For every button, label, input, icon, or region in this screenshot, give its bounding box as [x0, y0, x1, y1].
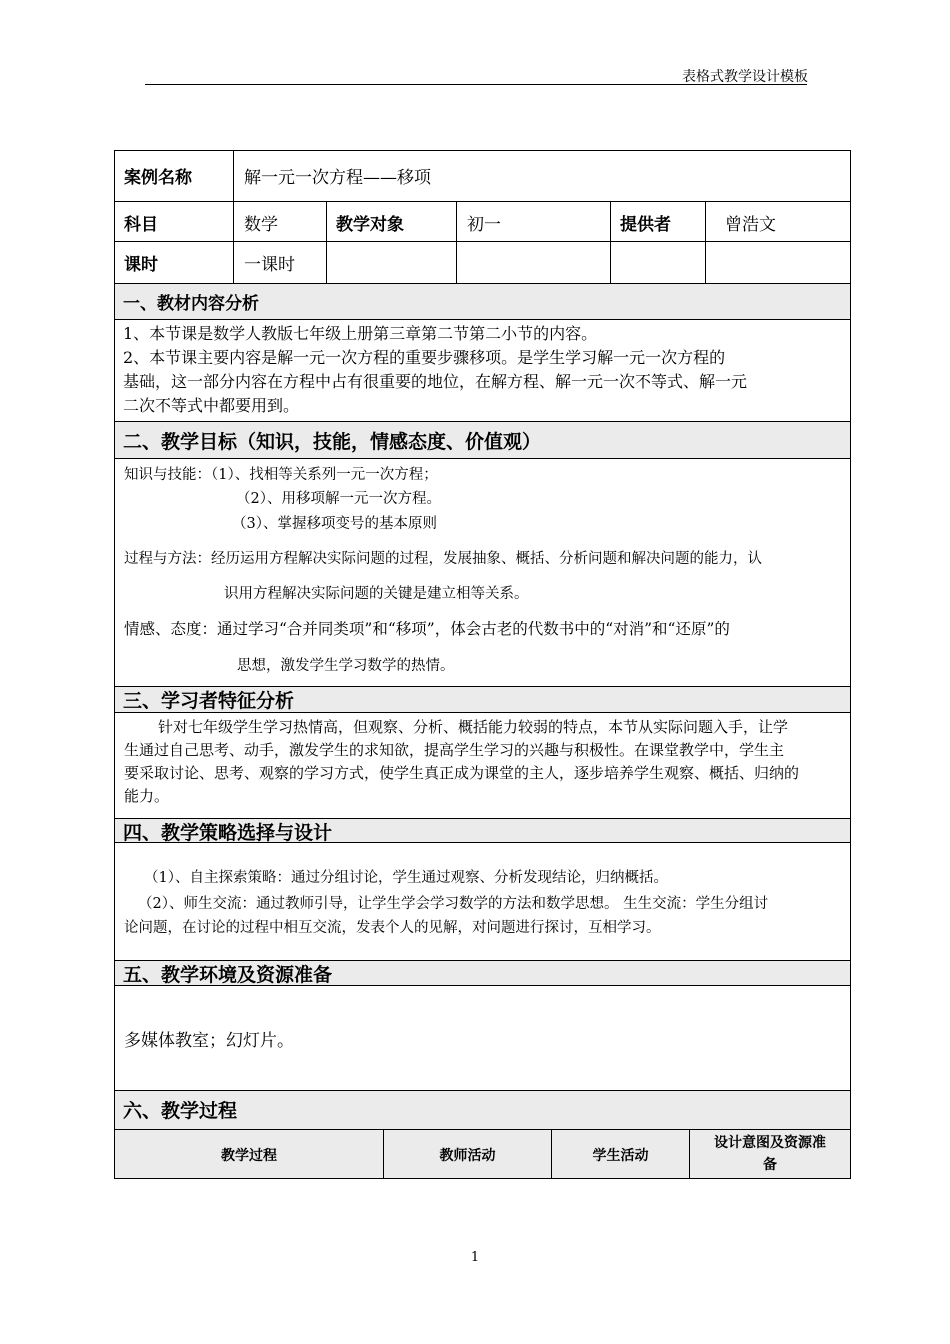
column-header-design-line: 备	[763, 1157, 777, 1173]
column-header-design-line: 设计意图及资源准	[714, 1135, 826, 1151]
section-1-line: 1、本节课是数学人教版七年级上册第三章第二节第二小节的内容。	[123, 324, 598, 343]
header-rule	[145, 84, 807, 85]
row-rule	[115, 241, 850, 242]
column-header-teacher: 教师活动	[439, 1148, 496, 1164]
row-rule	[115, 319, 850, 320]
objective-knowledge-3: （3）、掌握移项变号的基本原则	[232, 516, 437, 532]
section-1-line: 2、本节课主要内容是解一元一次方程的重要步骤移项。是学生学习解一元一次方程的	[123, 348, 726, 367]
objective-emotion-1: 情感、态度：通过学习“合并同类项”和“移项”，体会古老的代数书中的“对消”和“还原”的	[124, 620, 730, 638]
row-rule	[115, 1090, 850, 1091]
case-name-value: 解一元一次方程——移项	[244, 168, 431, 188]
section-1-body	[123, 322, 848, 418]
row-rule	[115, 201, 850, 202]
column-header-process: 教学过程	[221, 1148, 277, 1164]
row-rule	[115, 421, 850, 422]
subject-label: 科目	[124, 215, 158, 235]
period-label: 课时	[124, 255, 158, 275]
section-3-line: 要采取讨论、思考、观察的学习方式，使学生真正成为课堂的主人，逐步培养学生观察、概括、归纳的	[124, 764, 800, 782]
resources-text: 多媒体教室；幻灯片。	[124, 1031, 294, 1051]
col-rule	[610, 201, 611, 283]
objective-emotion-2: 思想，激发学生学习数学的热情。	[237, 658, 455, 674]
column-header-design	[690, 1132, 850, 1176]
column-header-student: 学生活动	[592, 1148, 649, 1164]
section-1-line: 二次不等式中都要用到。	[123, 396, 300, 415]
col-rule	[233, 150, 234, 283]
provider-label: 提供者	[620, 215, 671, 235]
strategy-line-3: 论问题，在讨论的过程中相互交流，发表个人的见解，对问题进行探讨，互相学习。	[124, 920, 661, 936]
section-2-title: 二、教学目标（知识，技能，情感态度、价值观）	[123, 431, 542, 453]
strategy-line-2: （2）、师生交流：通过教师引导，让学生学会学习数学的方法和数学思想。 生生交流：学生分组讨	[138, 896, 769, 912]
subject-value: 数学	[244, 215, 278, 235]
objective-process-1: 过程与方法：经历运用方程解决实际问题的过程，发展抽象、概括、分析问题和解决问题的能力，认	[124, 551, 762, 567]
audience-value: 初一	[467, 215, 501, 235]
section-3-line: 能力。	[124, 787, 170, 805]
section-4-title: 四、教学策略选择与设计	[123, 822, 333, 844]
page-number: 1	[470, 1250, 480, 1265]
period-value: 一课时	[244, 255, 295, 275]
col-rule	[456, 201, 457, 283]
audience-label: 教学对象	[336, 215, 404, 235]
strategy-line-1: （1）、自主探索策略：通过分组讨论，学生通过观察、分析发现结论，归纳概括。	[144, 870, 668, 886]
objective-knowledge-1: 知识与技能：（1）、找相等关系列一元一次方程；	[124, 467, 438, 483]
col-rule	[705, 201, 706, 283]
section-6-title: 六、教学过程	[123, 1100, 238, 1122]
section-1-title: 一、教材内容分析	[123, 294, 259, 314]
section-3-line: 生通过自己思考、动手，激发学生的求知欲，提高学生学习的兴趣与积极性。在课堂教学中，学生主	[124, 741, 785, 759]
section-3-title: 三、学习者特征分析	[123, 690, 295, 712]
page-header-title: 表格式教学设计模板	[682, 69, 808, 85]
section-3-line: 针对七年级学生学习热情高，但观察、分析、概括能力较弱的特点，本节从实际问题入手，让学	[158, 718, 789, 736]
col-rule	[326, 201, 327, 283]
row-rule	[115, 1129, 850, 1130]
objective-process-2: 识用方程解决实际问题的关键是建立相等关系。	[224, 586, 529, 602]
row-rule	[115, 458, 850, 459]
section-3-body	[124, 716, 848, 808]
row-rule	[115, 283, 850, 284]
provider-value: 曾浩文	[725, 215, 776, 235]
section-1-line: 基础，这一部分内容在方程中占有很重要的地位，在解方程、解一元一次不等式、解一元	[123, 372, 748, 391]
objective-knowledge-2: （2）、用移项解一元一次方程。	[236, 491, 441, 507]
section-5-title: 五、教学环境及资源准备	[123, 964, 333, 986]
case-name-label: 案例名称	[124, 168, 192, 188]
